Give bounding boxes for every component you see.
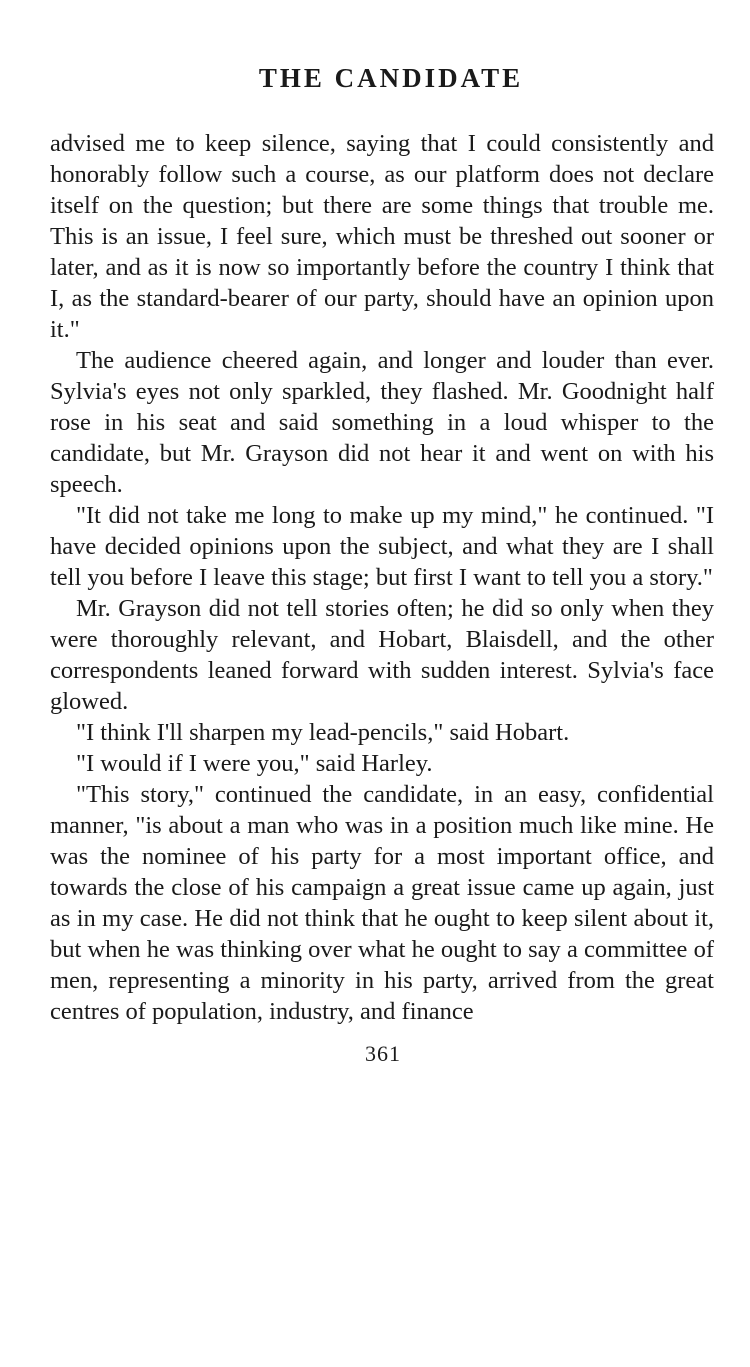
paragraph: "This story," continued the candidate, in an easy, confidential manner, "is about a man who was in a position much like mine. He was the nominee of his party for a most important office, and towards the close of his campaign a great issue came up again, just as in my case. He did not think that he ought to keep silent about it, but when he was thinking over what he ought to say a committee of men, representing a minority in his party, arrived from the great centres of population, industry, and finance [50, 781, 714, 1025]
paragraph: The audience cheered again, and longer and louder than ever. Sylvia's eyes not only sparkled, they flashed. Mr. Goodnight half rose in his seat and said something in a loud whisper to the candidate, but Mr. Grayson did not hear it and went on with his speech. [50, 347, 714, 498]
paragraph: Mr. Grayson did not tell stories often; he did so only when they were thoroughly relevant, and Hobart, Blaisdell, and the other correspondents leaned forward with sudden interest. Sylvia's face glowed. [50, 595, 714, 715]
book-page [50, 58, 714, 1067]
paragraph: "I think I'll sharpen my lead-pencils," said Hobart. [76, 719, 570, 746]
paragraph: advised me to keep silence, saying that I could consistently and honorably follow such a course, as our platform does not declare itself on the question; but there are some things that trouble me. This is an issue, I feel sure, which must be threshed out sooner or later, and as it is now so importantly before the country I think that I, as the standard-bearer of our party, should have an opinion upon it." [50, 130, 714, 343]
page-number: 361 [365, 1041, 401, 1066]
body-text [50, 128, 714, 1027]
paragraph: "It did not take me long to make up my mind," he continued. "I have decided opinions upon the subject, and what they are I shall tell you before I leave this stage; but first I want to tell you a story." [50, 502, 714, 591]
running-title: THE CANDIDATE [258, 63, 524, 93]
paragraph: "I would if I were you," said Harley. [76, 750, 433, 777]
